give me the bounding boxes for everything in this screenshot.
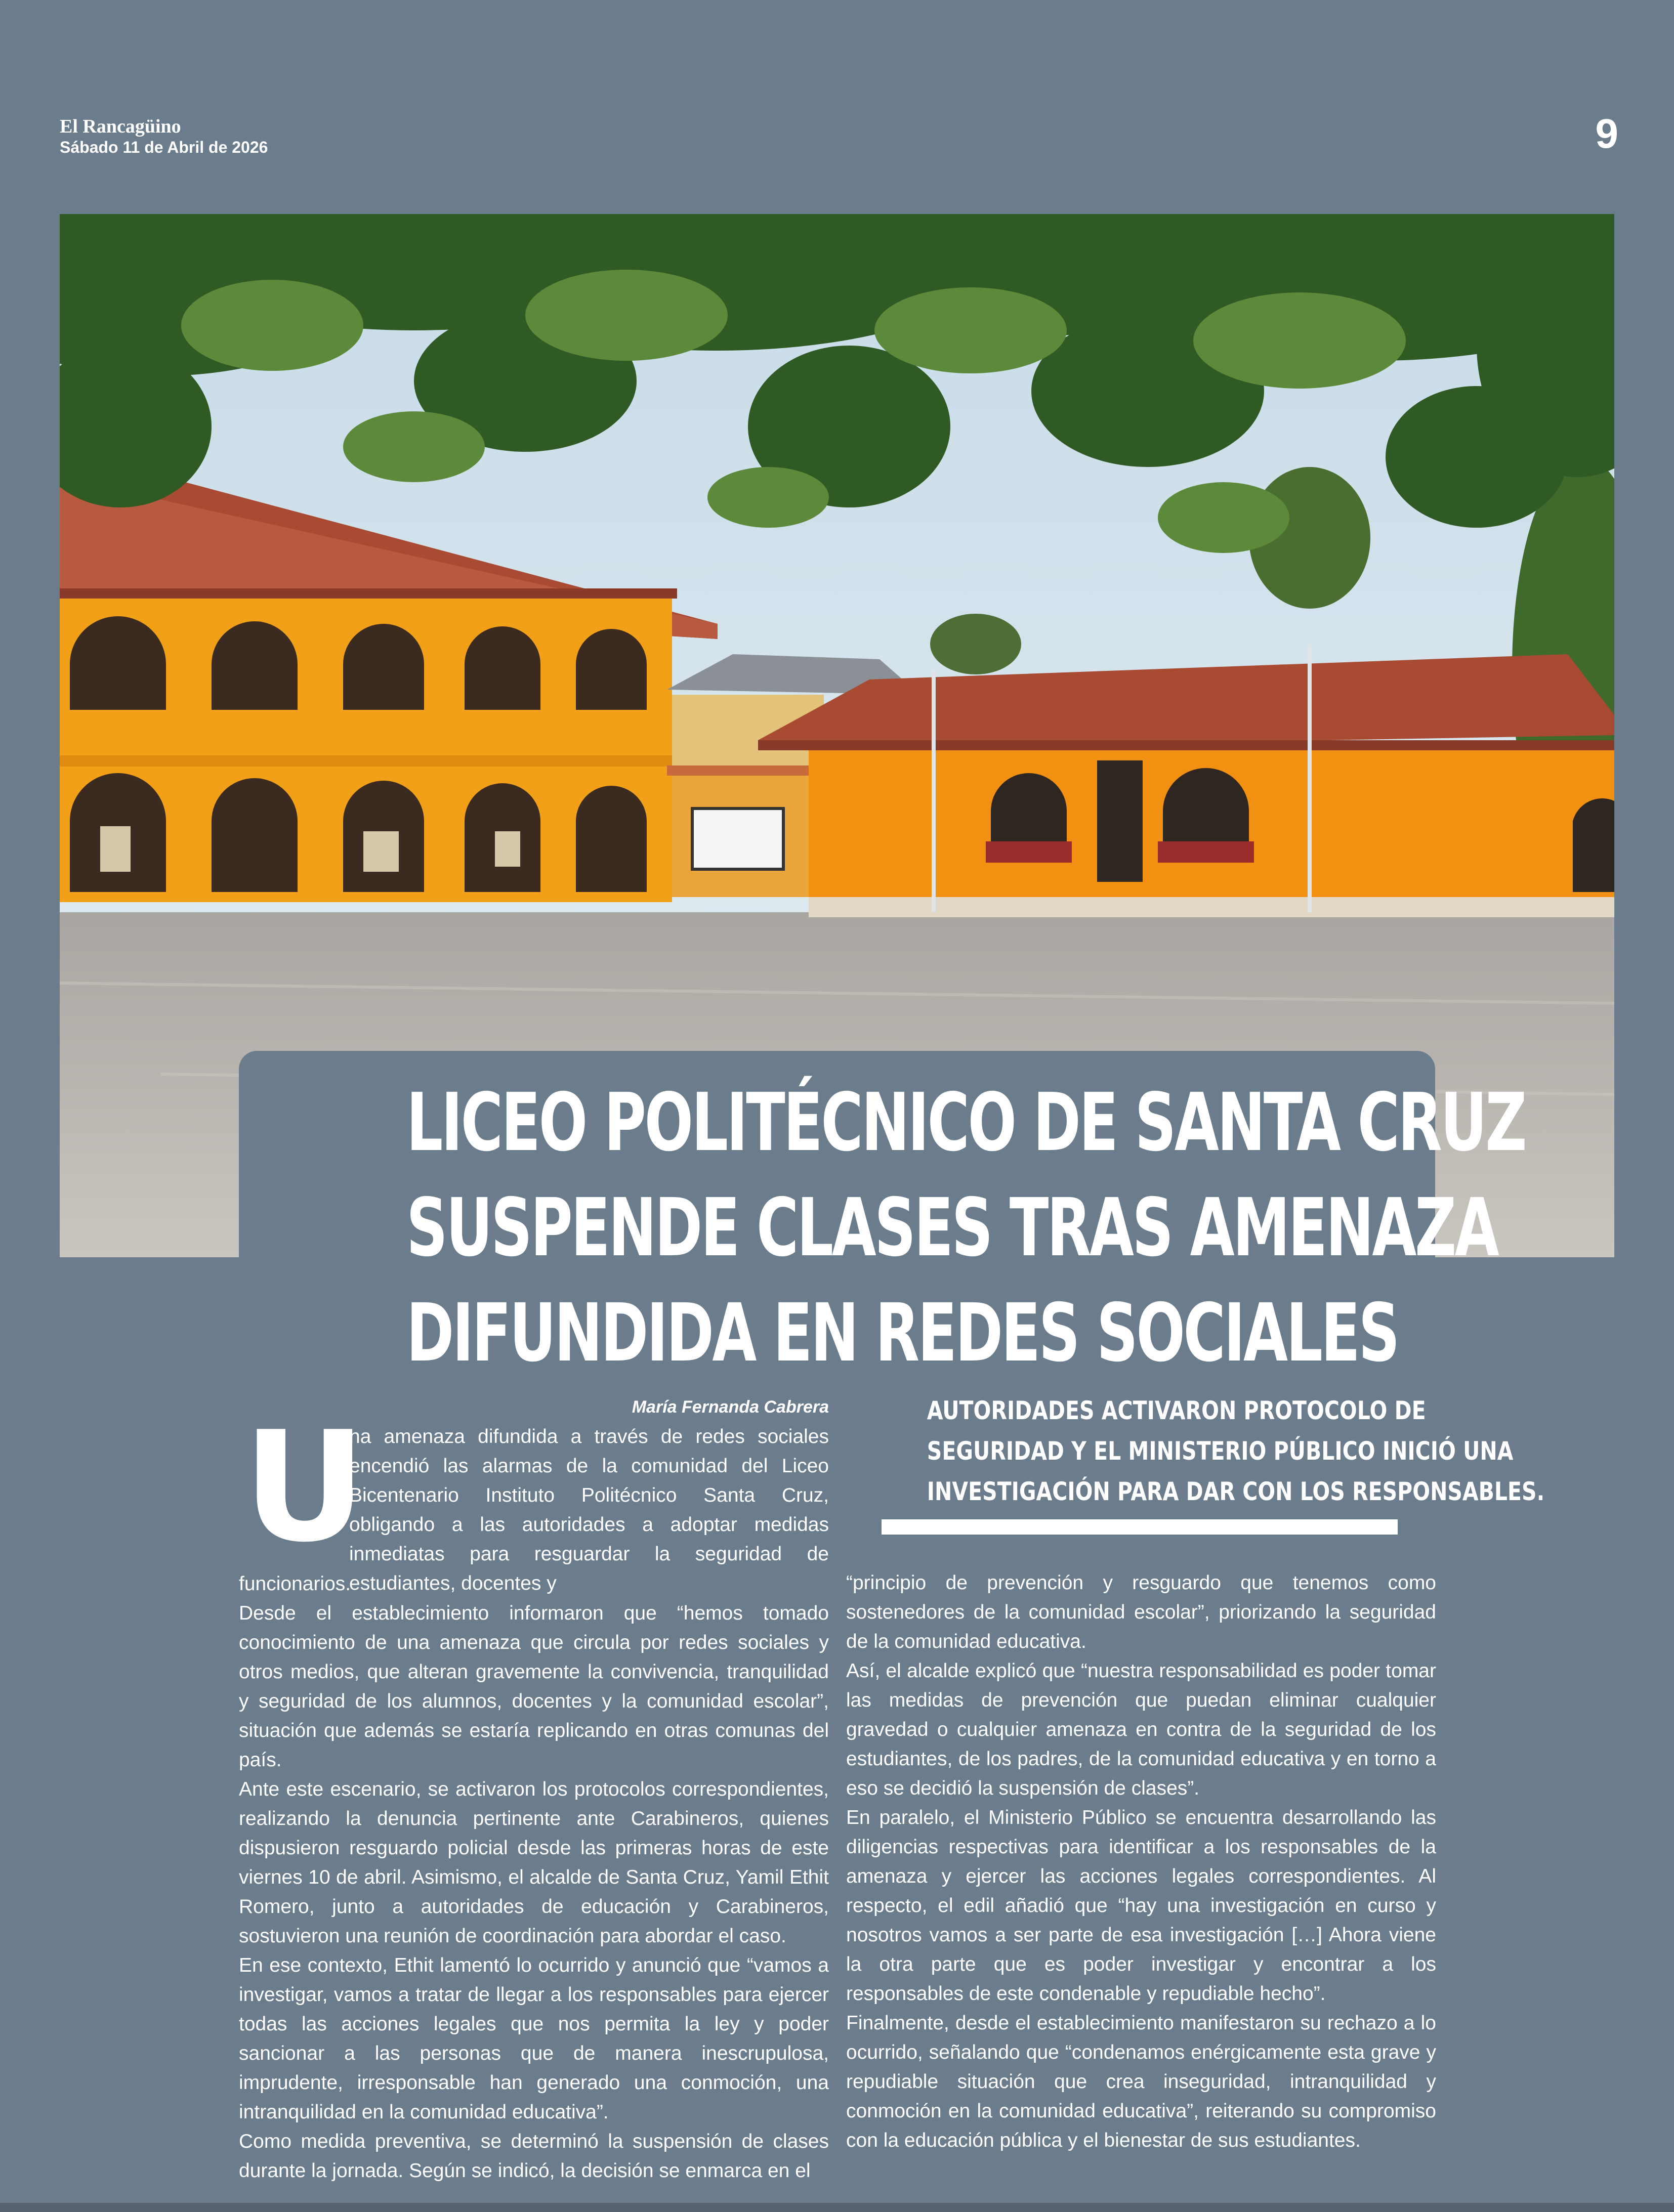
paragraph: “principio de prevención y resguardo que tenemos como sostenedores de la comunidad escolar”, priorizando la seguridad de la comunidad educativa. (846, 1572, 1436, 1652)
pull-quote-rule (882, 1519, 1398, 1535)
byline: María Fernanda Cabrera (632, 1397, 829, 1417)
lead-text: na amenaza difundida a través de redes sociales encendió las alarmas de la comunidad del Liceo Bicentenario Instituto Politécnico Santa Cruz, obligando a las autoridades a adoptar medidas inmediatas para resguardar la seguridad de estudiantes, docentes y (349, 1426, 829, 1594)
paragraph: Finalmente, desde el establecimiento manifestaron su rechazo a lo ocurrido, señalando que “condenamos enérgicamente esta grave y repudiable situación que crea inseguridad, intranquilidad y conmoción en la comunidad educativa”, reiterando su compromiso con la educación pública y el bienestar de sus estudiantes. (846, 2012, 1436, 2151)
left-column (239, 1569, 829, 2186)
pull-quote-line-2: SEGURIDAD Y EL MINISTERIO PÚBLICO INICIÓ UNA (927, 1436, 1514, 1466)
newspaper-name: El Rancagüino (60, 116, 181, 137)
article-headline (406, 1070, 1526, 1386)
headline-line-2: SUSPENDE CLASES TRAS AMENAZA (406, 1181, 1498, 1274)
paragraph: En ese contexto, Ethit lamentó lo ocurrido y anunció que “vamos a investigar, vamos a tratar de llegar a los responsables para ejercer todas las acciones legales que nos permita la ley y poder sancionar a las personas que de manera inescrupulosa, imprudente, irresponsable han generado una conmoción, una intranquilidad en la comunidad educativa”. (239, 1954, 829, 2123)
masthead (60, 115, 268, 157)
issue-date: Sábado 11 de Abril de 2026 (60, 138, 268, 156)
headline-line-1: LICEO POLITÉCNICO DE SANTA CRUZ (406, 1076, 1526, 1169)
headline-line-3: DIFUNDIDA EN REDES SOCIALES (406, 1287, 1398, 1380)
paragraph: Desde el establecimiento informaron que “hemos tomado conocimiento de una amenaza que circula por redes sociales y otros medios, que alteran gravemente la convivencia, tranquilidad y seguridad de los alumnos, docentes y la comunidad escolar”, situación que además se estaría replicando en otras comunas del país. (239, 1602, 829, 1771)
pull-quote-line-3: INVESTIGACIÓN PARA DAR CON LOS RESPONSABLES. (927, 1477, 1545, 1506)
drop-cap: U (243, 1399, 366, 1576)
paragraph: Como medida preventiva, se determinó la suspensión de clases durante la jornada. Según se indicó, la decisión se enmarca en el (239, 2131, 829, 2182)
page-number: 9 (1595, 111, 1618, 157)
paragraph: Ante este escenario, se activaron los protocolos correspondientes, realizando la denuncia pertinente ante Carabineros, quienes dispusieron resguardo policial desde las primeras horas de este viernes 10 de abril. Asimismo, el alcalde de Santa Cruz, Yamil Ethit Romero, junto a autoridades de educación y Carabineros, sostuvieron una reunión de coordinación para abordar el caso. (239, 1778, 829, 1947)
paragraph: funcionarios. (239, 1573, 351, 1595)
paragraph: Así, el alcalde explicó que “nuestra responsabilidad es poder tomar las medidas de prevención que puedan eliminar cualquier gravedad o cualquier amenaza en contra de la seguridad de los estudiantes, de los padres, de la comunidad educativa y en torno a eso se decidió la suspensión de clases”. (846, 1660, 1436, 1799)
pull-quote (927, 1390, 1545, 1512)
right-column (846, 1568, 1436, 2155)
pull-quote-line-1: AUTORIDADES ACTIVARON PROTOCOLO DE (927, 1396, 1426, 1425)
paragraph: En paralelo, el Ministerio Público se encuentra desarrollando las diligencias respectivas para identificar a los responsables de la amenaza y ejercer las acciones legales correspondientes. Al respecto, el edil añadió que “hay una investigación en curso y nosotros vamos a ser parte de esa investigación […] Ahora viene la otra parte que es poder investigar y encontrar a los responsables de este condenable y repudiable hecho”. (846, 1807, 1436, 2005)
footer-strip (0, 2203, 1674, 2212)
